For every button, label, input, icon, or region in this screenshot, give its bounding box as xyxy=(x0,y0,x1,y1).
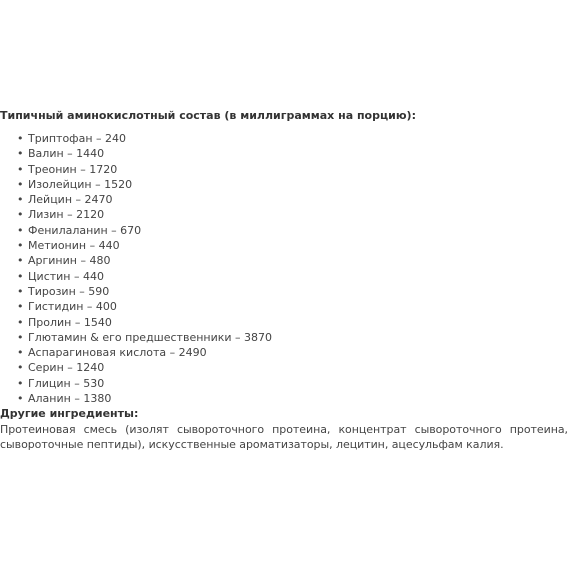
amino-acid-title: Типичный аминокислотный состав (в миллиграммах на порцию): xyxy=(0,109,416,122)
bullet-icon: • xyxy=(17,223,24,237)
bullet-icon: • xyxy=(17,315,24,329)
bullet-icon: • xyxy=(17,132,24,145)
product-info xyxy=(0,109,568,452)
list-item xyxy=(0,299,568,314)
list-item xyxy=(0,376,568,391)
bullet-icon: • xyxy=(17,193,24,207)
amino-acid-label: Лизин – 2120 xyxy=(28,208,105,222)
other-ingredients-title: Другие ингредиенты: xyxy=(0,407,139,421)
list-item xyxy=(0,315,568,330)
other-ingredients-text: Протеиновая смесь (изолят сывороточного протеина, концентрат сывороточного протеина, сывороточные пептиды), искусственные ароматизаторы, лецитин, ацесульфам калия. xyxy=(0,423,568,452)
bullet-icon: • xyxy=(17,361,24,375)
list-item xyxy=(0,131,568,146)
list-item xyxy=(0,269,568,284)
bullet-icon: • xyxy=(17,392,24,406)
bullet-icon: • xyxy=(17,254,24,268)
amino-acid-label: Пролин – 1540 xyxy=(28,315,112,329)
list-item xyxy=(0,223,568,238)
list-item xyxy=(0,146,568,161)
amino-acid-label: Цистин – 440 xyxy=(28,269,104,283)
list-item xyxy=(0,207,568,222)
amino-acid-label: Треонин – 1720 xyxy=(28,162,118,176)
bullet-icon: • xyxy=(17,330,24,344)
bullet-icon: • xyxy=(17,284,24,298)
bullet-icon: • xyxy=(17,147,24,161)
list-item xyxy=(0,360,568,375)
amino-acid-label: Фенилаланин – 670 xyxy=(28,223,142,237)
bullet-icon: • xyxy=(17,346,24,360)
bullet-icon: • xyxy=(17,177,24,191)
amino-acid-label: Глютамин & его предшественники – 3870 xyxy=(28,330,273,344)
amino-acid-label: Метионин – 440 xyxy=(28,239,120,253)
amino-acid-label: Аргинин – 480 xyxy=(28,254,111,268)
amino-acid-label: Аспарагиновая кислота – 2490 xyxy=(28,346,207,360)
bullet-icon: • xyxy=(17,162,24,176)
bullet-icon: • xyxy=(17,208,24,222)
amino-acid-label: Валин – 1440 xyxy=(28,147,105,161)
amino-acid-label: Изолейцин – 1520 xyxy=(28,177,133,191)
amino-acid-label: Глицин – 530 xyxy=(28,376,105,390)
bullet-icon: • xyxy=(17,300,24,314)
bullet-icon: • xyxy=(17,376,24,390)
amino-acid-list xyxy=(0,131,568,406)
amino-acid-label: Серин – 1240 xyxy=(28,361,105,375)
list-item xyxy=(0,253,568,268)
amino-acid-label: Гистидин – 400 xyxy=(28,300,117,314)
list-item xyxy=(0,238,568,253)
amino-acid-label: Триптофан – 240 xyxy=(28,132,127,145)
amino-acid-label: Лейцин – 2470 xyxy=(28,193,113,207)
list-item xyxy=(0,284,568,299)
amino-acid-label: Аланин – 1380 xyxy=(28,392,112,406)
amino-acid-label: Тирозин – 590 xyxy=(28,284,110,298)
list-item xyxy=(0,162,568,177)
list-item xyxy=(0,192,568,207)
list-item xyxy=(0,345,568,360)
list-item xyxy=(0,391,568,406)
bullet-icon: • xyxy=(17,239,24,253)
bullet-icon: • xyxy=(17,269,24,283)
list-item xyxy=(0,330,568,345)
list-item xyxy=(0,177,568,192)
